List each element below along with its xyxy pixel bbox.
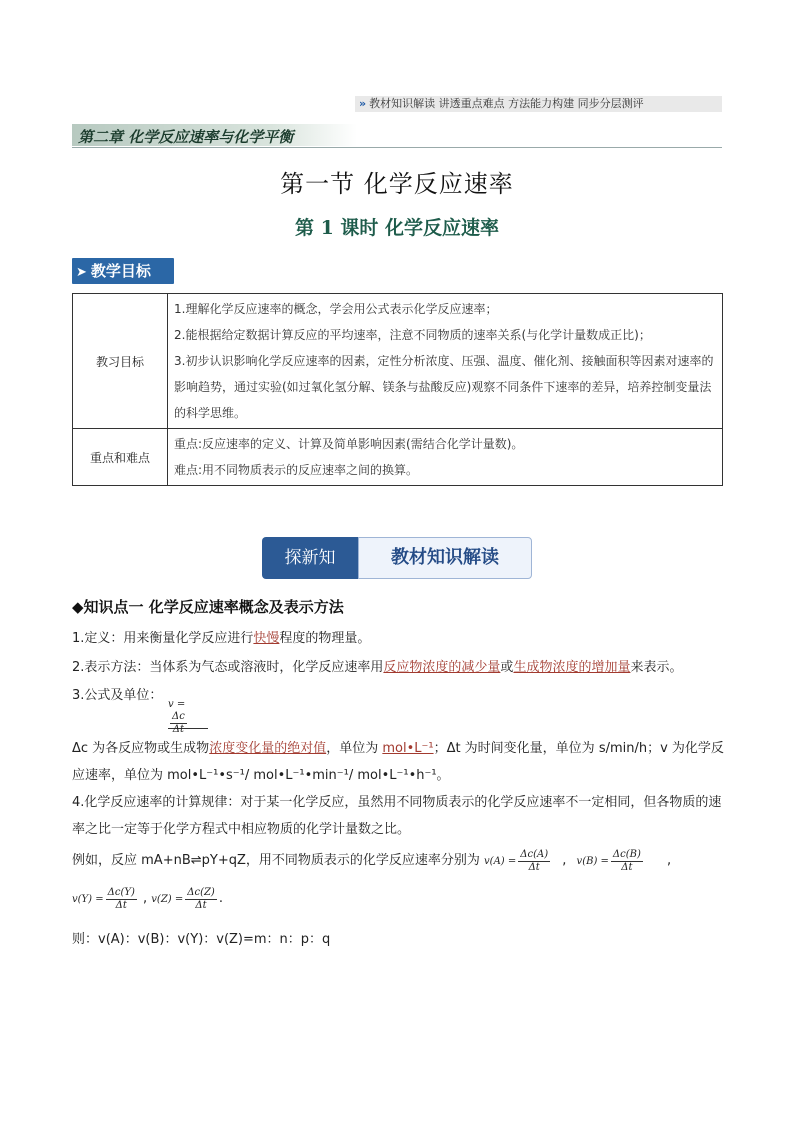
double-chevron-icon: » [359,97,367,110]
text: 或 [500,660,514,675]
banner-right: 教材知识解读 [358,537,532,579]
fraction-denominator: Δt [621,862,633,873]
goal-line-3: 3.初步认识影响化学反应速率的因素，定性分析浓度、压强、温度、催化剂、接触面积等因素对速率的影响趋势，通过实验(如过氧化氢分解、镁条与盐酸反应)观察不同条件下速率的差异，培养控制变量法的科学思维。 [174,354,714,420]
lesson-title: 第 1 课时 化学反应速率 [294,217,500,239]
section-title: 第一节 化学反应速率 [280,170,514,198]
chapter-title: 第二章 化学反应速率与化学平衡 [78,128,294,146]
text: ，单位为 [326,741,383,756]
goals-content [168,294,723,429]
section-banner [262,537,532,579]
paragraph-example-rates: v(Y) = $\frac{\Delta c(Y)}{\Delta t}$ , v(Z) = $\frac{\Delta c(Z)}{\Delta t}$ . [72,887,223,911]
key-points-content [168,429,723,486]
fraction-numerator: Δc(Y) [107,887,135,898]
goal-line-1: 1.理解化学反应速率的概念，学会用公式表示化学反应速率； [174,302,498,316]
underlined-term: 浓度变化量的绝对值 [209,741,327,756]
text: ；Δt 为时间变化量，单位为 s/min/h；v 为化学反应速率，单位为 mol•L⁻¹•s⁻¹/ mol•L⁻¹•min⁻¹/ mol•L⁻¹•h⁻¹。 [72,741,724,783]
knowledge-point-heading: ◆知识点一 化学反应速率概念及表示方法 [72,598,344,616]
goals-badge [72,258,174,284]
fraction-denominator: Δt [528,862,540,873]
paragraph-rule: 4.化学反应速率的计算规律：对于某一化学反应，虽然用不同物质表示的化学反应速率不一定相同，但各物质的速率之比一定等于化学方程式中相应物质的化学计量数之比。 [72,795,722,837]
underlined-term: 生成物浓度的增加量 [513,660,631,675]
fraction-numerator: Δc [172,711,185,722]
formula-lhs: v = [168,699,186,710]
underlined-term: mol•L⁻¹ [382,741,434,756]
header-tagline: 教材知识解读 讲透重点难点 方法能力构建 同步分层测评 [369,97,644,110]
key-point-line-1: 重点:反应速率的定义、计算及简单影响因素(需结合化学计量数)。 [174,437,524,451]
text: 来表示。 [630,660,683,675]
text: 1.定义：用来衡量化学反应进行 [72,631,254,646]
fraction-denominator: Δt [195,900,207,911]
arrow-right-icon: ➤ [76,265,87,280]
goals-table [72,293,723,486]
text: 程度的物理量。 [279,631,371,646]
text: 2.表示方法：当体系为气态或溶液时，化学反应速率用 [72,660,384,675]
header-tagline-bar [355,96,722,112]
paragraph-example: 例如，反应 mA+nB⇌pY+qZ，用不同物质表示的化学反应速率分别为 v(A) = $\frac{\Delta c(A)}{\Delta t}$ , v(B) = $\frac{\Delta c(B)}{\Delta t}$ , [72,849,672,873]
fraction-numerator: Δc(Z) [187,887,215,898]
chapter-header [72,123,722,148]
goals-label: 教习目标 [73,294,168,429]
table-row [73,429,723,486]
paragraph-formula-label: 3.公式及单位： [72,688,163,703]
goal-line-2: 2.能根据给定数据计算反应的平均速率，注意不同物质的速率关系(与化学计量数成正比)； [174,328,651,342]
text: 例如，反应 mA+nB⇌pY+qZ，用不同物质表示的化学反应速率分别为 [72,853,480,868]
fraction-numerator: Δc(A) [520,849,549,860]
rate-lhs: v(A) = [484,856,517,867]
rate-lhs: v(Y) = [72,894,104,905]
banner-left: 探新知 [262,537,358,579]
formula-fraction [170,711,187,736]
fraction-denominator: Δt [172,724,185,735]
paragraph-expression [72,658,742,678]
fraction-denominator: Δt [115,900,127,911]
paragraph-units [72,735,732,789]
table-row [73,294,723,429]
key-point-line-2: 难点:用不同物质表示的反应速率之间的换算。 [174,463,419,477]
goals-badge-label: 教学目标 [90,262,151,280]
rate-lhs: v(Z) = [151,894,184,905]
paragraph-ratio: 则：v(A)：v(B)：v(Y)：v(Z)=m：n：p：q [72,932,331,947]
fraction-numerator: Δc(B) [612,849,641,860]
key-points-label: 重点和难点 [73,429,168,486]
text: Δc 为各反应物或生成物 [72,741,210,756]
rate-lhs: v(B) = [576,856,609,867]
paragraph-definition [72,629,732,649]
underlined-term: 快慢 [253,631,280,646]
underlined-term: 反应物浓度的减少量 [383,660,501,675]
